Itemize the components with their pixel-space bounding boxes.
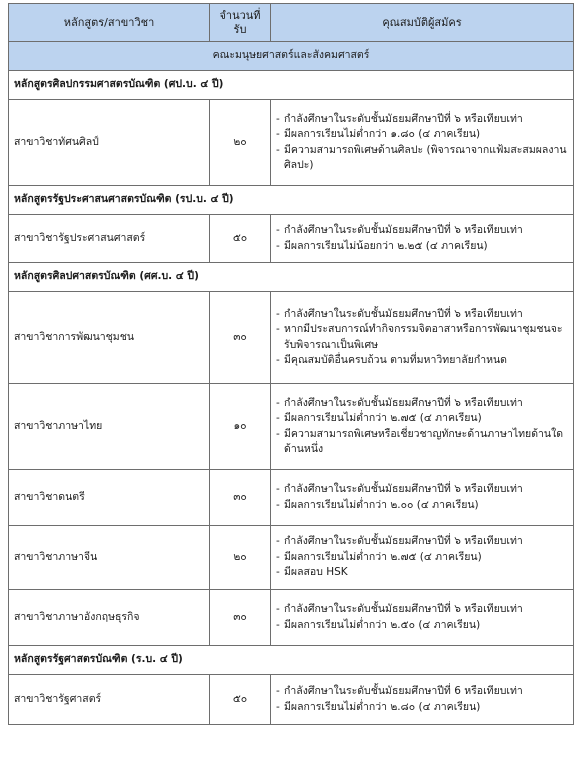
major-name: สาขาวิชารัฐประศาสนศาสตร์ xyxy=(9,215,210,263)
major-requirements xyxy=(271,215,574,263)
requirement-item: - มีผลสอบ HSK xyxy=(276,565,568,581)
requirement-item: - มีผลการเรียนไม่ต่ำกว่า ๒.๐๐ (๔ ภาคเรียน) xyxy=(276,498,568,514)
major-name: สาขาวิชาทัศนศิลป์ xyxy=(9,100,210,186)
major-row xyxy=(9,100,574,186)
requirement-item: - กำลังศึกษาในระดับชั้นมัธยมศึกษาปีที่ ๖ หรือเทียบเท่า xyxy=(276,534,568,550)
major-row xyxy=(9,590,574,646)
requirement-item: - กำลังศึกษาในระดับชั้นมัธยมศึกษาปีที่ ๖ หรือเทียบเท่า xyxy=(276,307,568,323)
program-row xyxy=(9,646,574,675)
table-header-row xyxy=(9,4,574,42)
requirement-item: - กำลังศึกษาในระดับชั้นมัธยมศึกษาปีที่ ๖ หรือเทียบเท่า xyxy=(276,396,568,412)
requirement-item: - มีความสามารถพิเศษหรือเชี่ยวชาญทักษะด้านภาษาไทยด้านใดด้านหนึ่ง xyxy=(276,427,568,458)
program-title: หลักสูตรศิลปกรรมศาสตรบัณฑิต (ศป.บ. ๔ ปี) xyxy=(9,71,574,100)
major-name: สาขาวิชาภาษาจีน xyxy=(9,526,210,590)
requirement-item: - หากมีประสบการณ์ทำกิจกรรมจิตอาสาหรือการพัฒนาชุมชนจะรับพิจารณาเป็นพิเศษ xyxy=(276,322,568,353)
major-requirements xyxy=(271,100,574,186)
major-seats: ๕๐ xyxy=(210,215,271,263)
admission-table xyxy=(8,3,574,725)
requirement-item: - กำลังศึกษาในระดับชั้นมัธยมศึกษาปีที่ ๖ หรือเทียบเท่า xyxy=(276,602,568,618)
major-requirements xyxy=(271,526,574,590)
major-requirements xyxy=(271,292,574,384)
major-row xyxy=(9,526,574,590)
major-seats: ๓๐ xyxy=(210,470,271,526)
major-seats: ๒๐ xyxy=(210,526,271,590)
major-row xyxy=(9,292,574,384)
major-name: สาขาวิชาดนตรี xyxy=(9,470,210,526)
major-requirements xyxy=(271,470,574,526)
program-row xyxy=(9,71,574,100)
major-seats: ๓๐ xyxy=(210,590,271,646)
major-seats: ๓๐ xyxy=(210,292,271,384)
major-row xyxy=(9,384,574,470)
major-name: สาขาวิชาการพัฒนาชุมชน xyxy=(9,292,210,384)
major-seats: ๒๐ xyxy=(210,100,271,186)
major-name: สาขาวิชาภาษาอังกฤษธุรกิจ xyxy=(9,590,210,646)
program-title: หลักสูตรรัฐศาสตรบัณฑิต (ร.บ. ๔ ปี) xyxy=(9,646,574,675)
header-course: หลักสูตร/สาขาวิชา xyxy=(9,4,210,42)
requirement-item: - มีผลการเรียนไม่ต่ำกว่า ๒.๗๕ (๔ ภาคเรียน) xyxy=(276,550,568,566)
major-row xyxy=(9,215,574,263)
requirement-item: - มีผลการเรียนไม่ต่ำกว่า ๒.๗๕ (๔ ภาคเรียน) xyxy=(276,411,568,427)
major-seats: ๕๐ xyxy=(210,675,271,725)
program-row xyxy=(9,186,574,215)
program-title: หลักสูตรศิลปศาสตรบัณฑิต (ศศ.บ. ๔ ปี) xyxy=(9,263,574,292)
major-name: สาขาวิชารัฐศาสตร์ xyxy=(9,675,210,725)
requirement-item: - กำลังศึกษาในระดับชั้นมัธยมศึกษาปีที่ ๖ หรือเทียบเท่า xyxy=(276,112,568,128)
header-seats: จำนวนที่รับ xyxy=(210,4,271,42)
program-title: หลักสูตรรัฐประศาสนศาสตรบัณฑิต (รป.บ. ๔ ปี) xyxy=(9,186,574,215)
major-seats: ๑๐ xyxy=(210,384,271,470)
requirement-item: - กำลังศึกษาในระดับชั้นมัธยมศึกษาปีที่ ๖ หรือเทียบเท่า xyxy=(276,482,568,498)
requirement-item: - มีผลการเรียนไม่ต่ำกว่า ๒.๕๐ (๔ ภาคเรียน) xyxy=(276,618,568,634)
major-requirements xyxy=(271,675,574,725)
requirement-item: - มีความสามารถพิเศษด้านศิลปะ (พิจารณาจากแฟ้มสะสมผลงานศิลปะ) xyxy=(276,143,568,174)
major-row xyxy=(9,675,574,725)
requirement-item: - มีผลการเรียนไม่ต่ำกว่า ๒.๘๐ (๔ ภาคเรียน) xyxy=(276,700,568,716)
major-requirements xyxy=(271,590,574,646)
faculty-row xyxy=(9,42,574,71)
requirement-item: - กำลังศึกษาในระดับชั้นมัธยมศึกษาปีที่ ๖ หรือเทียบเท่า xyxy=(276,223,568,239)
major-row xyxy=(9,470,574,526)
requirement-item: - มีคุณสมบัติอื่นครบถ้วน ตามที่มหาวิทยาลัยกำหนด xyxy=(276,353,568,369)
header-qualifications: คุณสมบัติผู้สมัคร xyxy=(271,4,574,42)
faculty-name: คณะมนุษยศาสตร์และสังคมศาสตร์ xyxy=(9,42,574,71)
program-row xyxy=(9,263,574,292)
requirement-item: - กำลังศึกษาในระดับชั้นมัธยมศึกษาปีที่ 6 หรือเทียบเท่า xyxy=(276,684,568,700)
requirement-item: - มีผลการเรียนไม่น้อยกว่า ๒.๒๕ (๔ ภาคเรียน) xyxy=(276,239,568,255)
major-requirements xyxy=(271,384,574,470)
major-name: สาขาวิชาภาษาไทย xyxy=(9,384,210,470)
requirement-item: - มีผลการเรียนไม่ต่ำกว่า ๑.๘๐ (๔ ภาคเรียน) xyxy=(276,127,568,143)
